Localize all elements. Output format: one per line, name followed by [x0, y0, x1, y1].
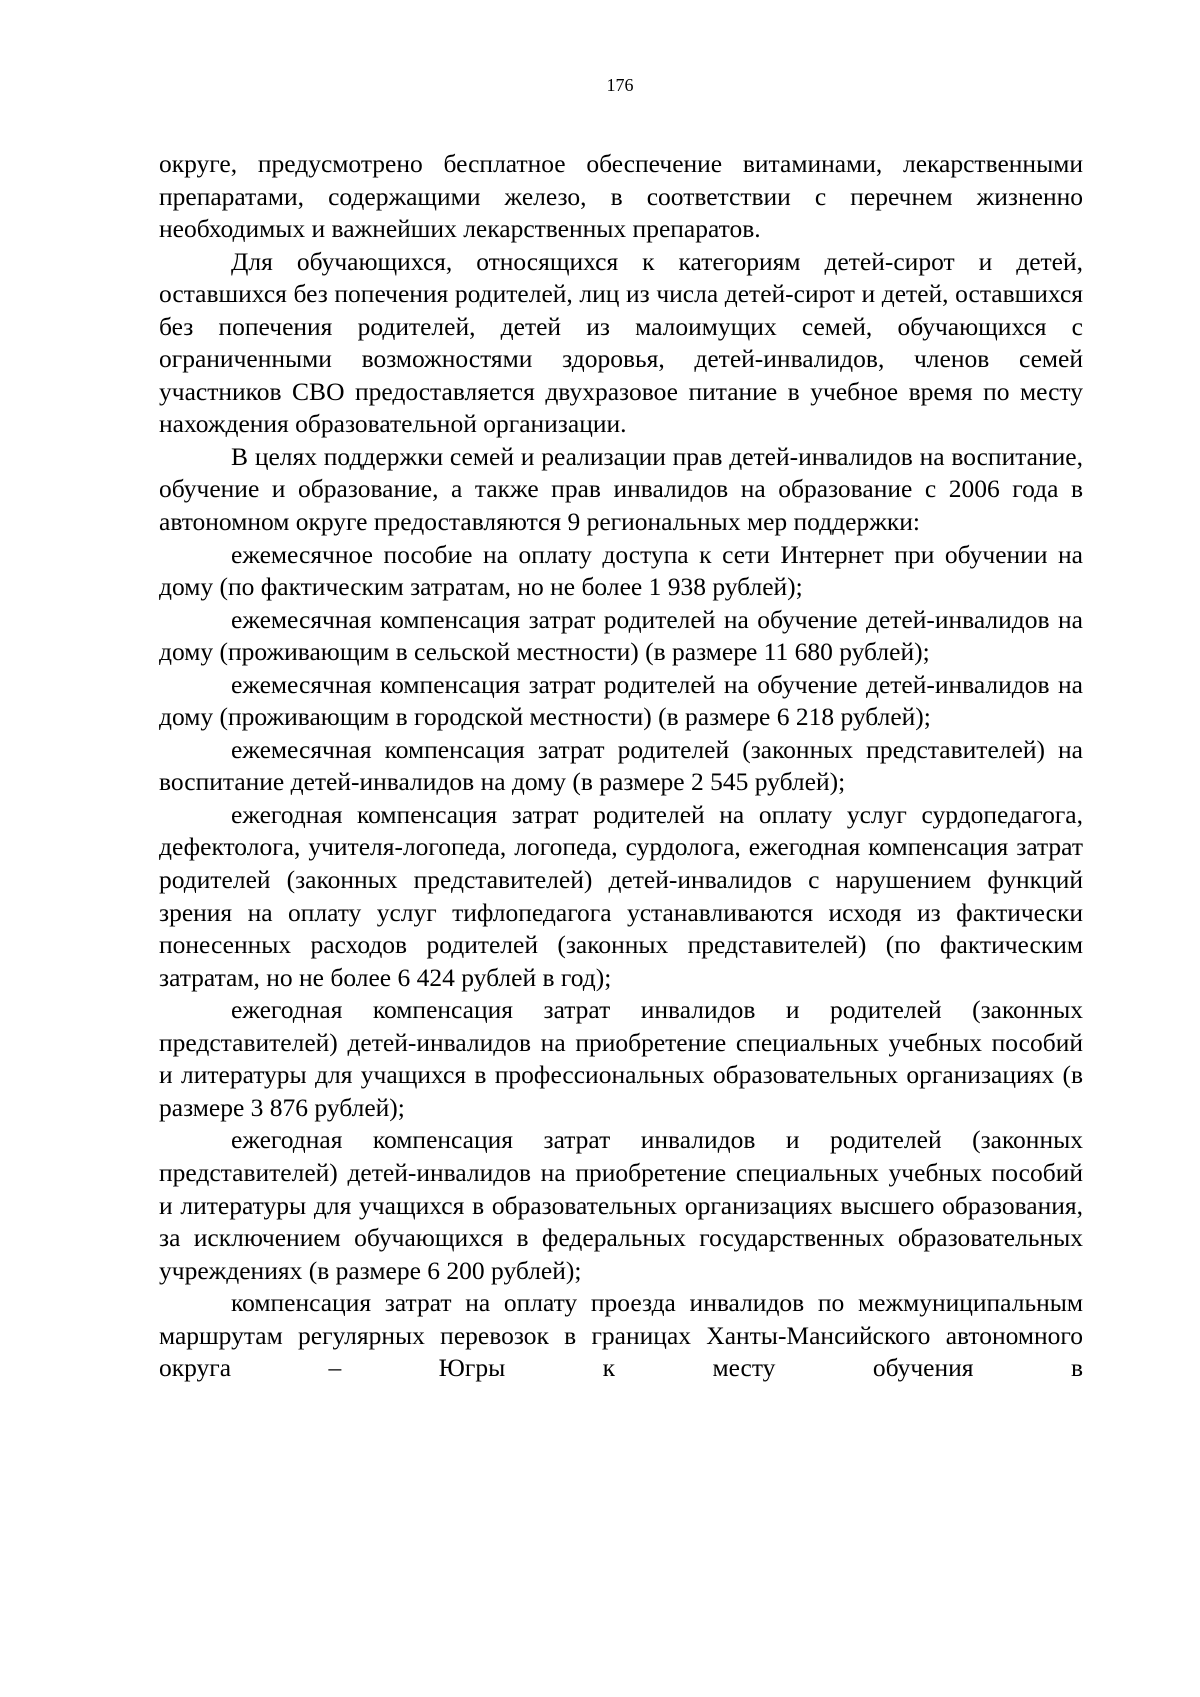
paragraph-higher-education-materials: ежегодная компенсация затрат инвалидов и родителей (законных представителей) детей-инвалидов на приобретение специальных учебных пособий и литературы для учащихся в образовательных организациях высшего образования, за исключением обучающихся в федеральных государственных образовательных учреждениях (в размере 6 200 рублей); [159, 1125, 1083, 1285]
paragraph-vocational-materials: ежегодная компенсация затрат инвалидов и родителей (законных представителей) детей-инвалидов на приобретение специальных учебных пособий и литературы для учащихся в профессиональных образовательных организациях (в размере 3 876 рублей); [159, 995, 1083, 1122]
page-number: 176 [606, 75, 634, 95]
paragraph-support-measures-intro: В целях поддержки семей и реализации прав детей-инвалидов на воспитание, обучение и образование, а также прав инвалидов на образование с 2006 года в автономном округе предоставляются 9 региональных мер поддержки: [159, 441, 1083, 537]
paragraph-meals: Для обучающихся, относящихся к категориям детей-сирот и детей, оставшихся без попечения родителей, лиц из числа детей-сирот и детей, оставшихся без попечения родителей, детей из малоимущих семей, обучающихся с ограниченными возможностями здоровья, детей-инвалидов, членов семей участников СВО предоставляется двухразовое питание в учебное время по месту нахождения образовательной организации. [159, 246, 1083, 439]
paragraph-rural-home-education: ежемесячная компенсация затрат родителей на обучение детей-инвалидов на дому (проживающим в сельской местности) (в размере 11 680 рублей); [159, 604, 1083, 667]
paragraph-internet-allowance: ежемесячное пособие на оплату доступа к сети Интернет при обучении на дому (по фактическим затратам, но не более 1 938 рублей); [159, 539, 1083, 602]
document-text [159, 148, 1083, 1385]
paragraph-travel-compensation: компенсация затрат на оплату проезда инвалидов по межмуниципальным маршрутам регулярных перевозок в границах Ханты-Мансийского автономного округа – Югры к месту обучения в [159, 1288, 1083, 1383]
paragraph-urban-home-education: ежемесячная компенсация затрат родителей на обучение детей-инвалидов на дому (проживающим в городской местности) (в размере 6 218 рублей); [159, 669, 1083, 732]
paragraph-home-upbringing: ежемесячная компенсация затрат родителей (законных представителей) на воспитание детей-инвалидов на дому (в размере 2 545 рублей); [159, 734, 1083, 797]
paragraph-continuation: округе, предусмотрено бесплатное обеспечение витаминами, лекарственными препаратами, содержащими железо, в соответствии с перечнем жизненно необходимых и важнейших лекарственных препаратов. [159, 149, 1083, 244]
paragraph-specialist-services: ежегодная компенсация затрат родителей на оплату услуг сурдопедагога, дефектолога, учителя-логопеда, логопеда, сурдолога, ежегодная компенсация затрат родителей (законных представителей) детей-инвалидов с нарушением функций зрения на оплату услуг тифлопедагога устанавливаются исходя из фактически понесенных расходов родителей (законных представителей) (по фактическим затратам, но не более 6 424 рублей в год); [159, 799, 1083, 992]
